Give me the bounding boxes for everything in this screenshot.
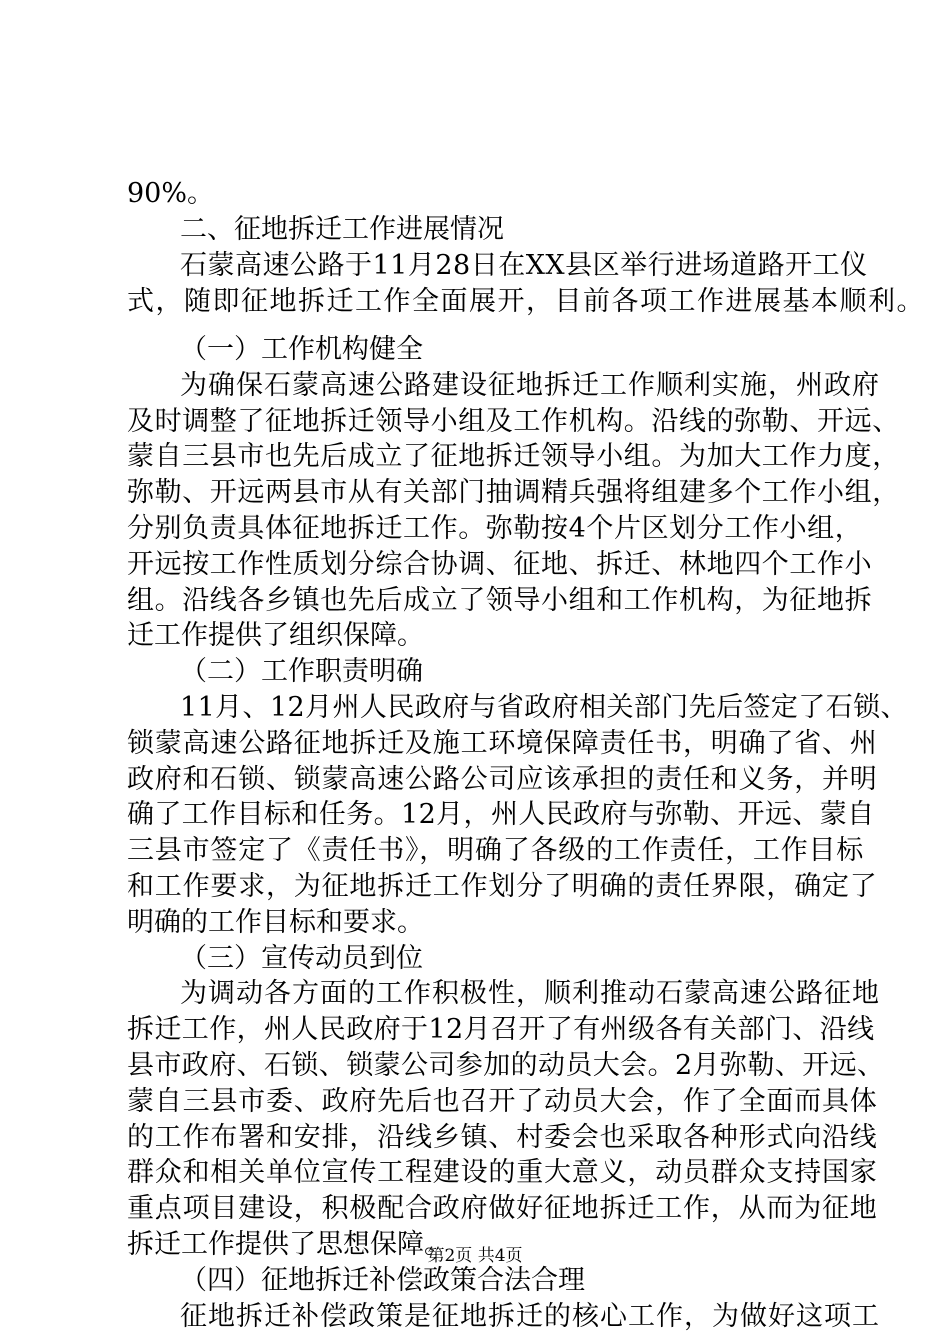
text-line: 政府和石锁、锁蒙高速公路公司应该承担的责任和义务，并明 xyxy=(127,764,878,795)
text-line: 式，随即征地拆迁工作全面展开，目前各项工作进展基本顺利。 xyxy=(127,286,925,317)
text-line: 迁工作提供了组织保障。 xyxy=(127,620,424,651)
text-line: 群众和相关单位宣传工程建设的重大意义，动员群众支持国家 xyxy=(127,1157,878,1188)
subsection-heading: （二）工作职责明确 xyxy=(180,656,423,687)
text-line: 石蒙高速公路于11月28日在XX县区举行进场道路开工仪 xyxy=(180,250,868,281)
text-line: 和工作要求，为征地拆迁工作划分了明确的责任界限，确定了 xyxy=(127,871,878,902)
text-line: 90%。 xyxy=(127,178,215,209)
text-line: 11月、12月州人民政府与省政府相关部门先后签定了石锁、 xyxy=(180,692,908,723)
text-line: 征地拆迁补偿政策是征地拆迁的核心工作，为做好这项工 xyxy=(180,1301,880,1332)
subsection-heading: （一）工作机构健全 xyxy=(180,334,423,365)
subsection-heading: （三）宣传动员到位 xyxy=(180,943,423,974)
text-line: 弥勒、开远两县市从有关部门抽调精兵强将组建多个工作小组， xyxy=(127,477,900,508)
text-line: 为调动各方面的工作积极性，顺利推动石蒙高速公路征地 xyxy=(180,978,880,1009)
text-line: 重点项目建设，积极配合政府做好征地拆迁工作，从而为征地 xyxy=(127,1193,878,1224)
section-heading: 二、征地拆迁工作进展情况 xyxy=(180,214,504,245)
text-line: 拆迁工作，州人民政府于12月召开了有州级各有关部门、沿线 xyxy=(127,1014,875,1045)
text-line: 的工作布署和安排，沿线乡镇、村委会也采取各种形式向沿线 xyxy=(127,1122,878,1153)
text-line: 开远按工作性质划分综合协调、征地、拆迁、林地四个工作小 xyxy=(127,549,873,580)
text-line: 为确保石蒙高速公路建设征地拆迁工作顺利实施，州政府 xyxy=(180,370,880,401)
page-number-footer: 第2页 共4页 xyxy=(427,1246,523,1266)
text-line: 蒙自三县市也先后成立了征地拆迁领导小组。为加大工作力度， xyxy=(127,441,900,472)
text-line: 拆迁工作提供了思想保障。 xyxy=(127,1229,451,1260)
text-line: 组。沿线各乡镇也先后成立了领导小组和工作机构，为征地拆 xyxy=(127,585,873,616)
text-line: 县市政府、石锁、锁蒙公司参加的动员大会。2月弥勒、开远、 xyxy=(127,1050,885,1081)
subsection-heading: （四）征地拆迁补偿政策合法合理 xyxy=(180,1265,585,1296)
text-line: 明确的工作目标和要求。 xyxy=(127,907,424,938)
text-line: 蒙自三县市委、政府先后也召开了动员大会，作了全面而具体 xyxy=(127,1086,878,1117)
text-line: 及时调整了征地拆迁领导小组及工作机构。沿线的弥勒、开远、 xyxy=(127,406,900,437)
text-line: 锁蒙高速公路征地拆迁及施工环境保障责任书，明确了省、州 xyxy=(127,728,878,759)
text-line: 三县市签定了《责任书》，明确了各级的工作责任，工作目标 xyxy=(127,835,865,866)
text-line: 确了工作目标和任务。12月，州人民政府与弥勒、开远、蒙自 xyxy=(127,799,875,830)
text-line: 分别负责具体征地拆迁工作。弥勒按4个片区划分工作小组， xyxy=(127,513,863,544)
